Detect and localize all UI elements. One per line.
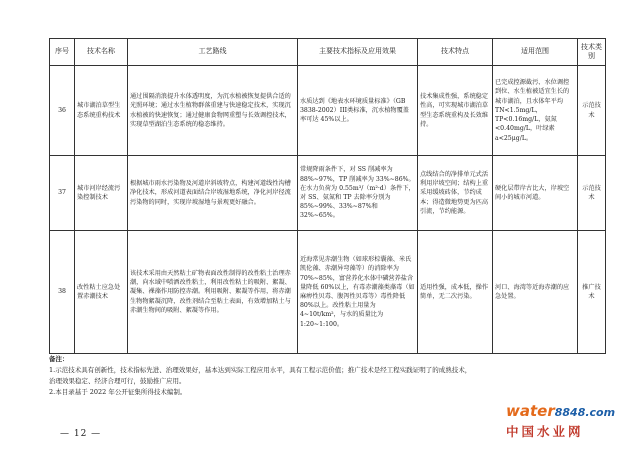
row-num: 36	[50, 66, 75, 156]
notes-title: 备注：	[49, 355, 69, 363]
row-effect: 水质达到《地表水环境质量标准》（GB 3838-2002）III类标准，沉水植物覆盖率可达 45%以上。	[298, 66, 418, 156]
row-route: 通过围隔消浪提升水体透明度，为沉水植被恢复提供合适的光照环境；通过水生植物群落重建与快速稳定技术，实现沉水植被的快速恢复；通过健康食物网重塑与长效调控技术，实现草型湖泊生态系统的稳态维持。	[128, 66, 298, 156]
page-number: — 12 —	[60, 429, 102, 439]
header-route: 工艺路线	[128, 39, 298, 66]
header-num: 序号	[50, 39, 75, 66]
row-route: 该技术采用由天然粘土矿物表面改性制得的改性粘土治理赤潮，向水域中喷洒改性粘土，利用改性粘土的吸附、絮凝、凝集、裸藻作用防控赤潮。利用吸附、絮凝等作用，将赤潮生物物絮凝沉降，改性剂结合至粘土表面，有效增加粘土与赤潮生物间的吸附、絮凝等作用。	[128, 231, 298, 354]
row-category: 示范技术	[578, 156, 606, 231]
header-scope: 适用范围	[493, 39, 578, 66]
row-name: 城市湖泊草型生态系统重构技术	[75, 66, 128, 156]
header-name: 技术名称	[75, 39, 128, 66]
row-scope: 硬化层带岸古比大，岸坡空间小的城市河道。	[493, 156, 578, 231]
row-scope: 已完成控源截污、水位调控到位、水生植被适宜生长的城市湖泊，且水体年平均TN<1.5mg/L，TP<0.16mg/L，氨氮<0.40mg/L，叶绿素 a<25μg/L。	[493, 66, 578, 156]
logo-num: 8848	[554, 406, 586, 419]
logo-wordmark	[506, 402, 632, 420]
notes-line-2: 2.本目录基于 2022 年公开征集所得技术编制。	[49, 388, 187, 396]
header-feature: 技术特点	[418, 39, 493, 66]
table-header-row	[50, 39, 606, 66]
row-feature: 点线结合的净排单元式活利用岸坡空间；结构上重采用缓坡砖体，节约成本；得造微地势更为匹高引流，节约能源。	[418, 156, 493, 231]
row-feature: 技术集成性强，系统稳定性高，可实现城市湖泊草型生态系统重构及长效维持。	[418, 66, 493, 156]
header-effect: 主要技术指标及应用效果	[298, 39, 418, 66]
logo-cn: 中国水业网	[506, 424, 584, 439]
table-row	[50, 156, 606, 231]
row-effect: 常规降雨条件下，对 SS 削减率为 88%~97%，TP 削减率为 33%~86%。在水力负荷为 0.55m³/（m²·d）条件下，对 SS、氨氮和 TP 去除率分别为 85%~99%、33%~87%和 32%~65%。	[298, 156, 418, 231]
logo-word: water	[506, 402, 555, 420]
row-route: 根据城市雨水污染物及河道岸斜坡特点，构建河道线性沟槽净化技术，形成河道表面结合岸坡湿地系统，净化河岸径流污染物的同时，实现岸坡湿地与景观更好融合。	[128, 156, 298, 231]
row-name: 改性粘土应急处置赤潮技术	[75, 231, 128, 354]
row-scope: 河口、海湾等近海赤潮的应急处置。	[493, 231, 578, 354]
watermark-logo	[506, 402, 632, 446]
row-feature: 适用性强，成本低，操作简单，无二次污染。	[418, 231, 493, 354]
table-row	[50, 231, 606, 354]
row-effect: 近海常见赤潮生物（如球形棕囊藻、米氏凯伦藻、赤潮异弯藻等）的消除率为 70%~85%，富营养化水体中磷营养盐含量降低 60%以上，有毒赤潮藻类藻毒（如麻痹性贝毒、腹泻性贝毒等）毒性降低 80%以上。改性粘土用量为 4~10t/km²，与水的质量比为 1:20~1:100。	[298, 231, 418, 354]
row-num: 37	[50, 156, 75, 231]
notes-line-1a: 1.示范技术具有创新性，技术指标先进、治理效果好，基本达到实际工程应用水平，具有工程示范价值；推广技术是经工程实践证明了的成熟技术，	[49, 366, 472, 374]
logo-tld: .com	[585, 406, 616, 419]
header-category: 技术类别	[578, 39, 606, 66]
row-category: 推广技术	[578, 231, 606, 354]
notes-section	[49, 354, 605, 398]
table-row	[50, 66, 606, 156]
notes-line-1b: 治理效果稳定、经济合理可行，鼓励推广应用。	[49, 377, 186, 385]
technology-table	[49, 38, 606, 354]
row-name: 城市河岸经流污染控制技术	[75, 156, 128, 231]
row-num: 38	[50, 231, 75, 354]
row-category: 示范技术	[578, 66, 606, 156]
